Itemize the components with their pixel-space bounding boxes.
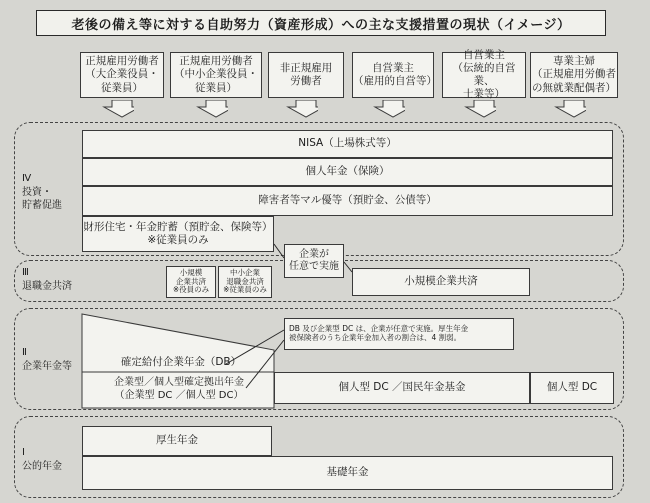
header-line: 士業等） xyxy=(463,88,505,101)
db-dc-note-box: DB 及び企業型 DC は、企業が任意で実施。厚生年金 被保険者のうち企業年金加入者の割合は、4 割弱。 xyxy=(284,318,514,350)
header-line: 従業員） xyxy=(195,81,237,94)
header-line: 正規雇用労働者 xyxy=(85,55,159,68)
header-line: （正規雇用労働者 xyxy=(532,68,616,81)
kiso-nenkin-box: 基礎年金 xyxy=(82,456,613,490)
header-line: （大企業役員・ xyxy=(85,68,159,81)
section-title: 退職金共済 xyxy=(22,280,72,292)
chusho-taishokukin-box: 中小企業 退職金共済 ※従業員のみ xyxy=(218,266,272,298)
ideco-box: 個人型 DC xyxy=(530,372,614,404)
dc-corporate-label: 企業型／個人型確定拠出年金 （企業型 DC ／個人型 DC） xyxy=(114,377,244,401)
header-line: の無就業配偶者） xyxy=(532,81,616,94)
section-numeral: Ⅳ xyxy=(22,173,32,184)
section-title: 投資・ 貯蓄促進 xyxy=(22,186,62,211)
header-line: 自営業主 xyxy=(463,48,505,61)
shokibo-kyosai-box: 小規模企業共済 xyxy=(352,268,530,296)
db-label: 確定給付企業年金（DB） xyxy=(120,356,242,368)
header-line: 従業員） xyxy=(101,81,143,94)
section-numeral: Ⅲ xyxy=(22,267,29,278)
diagram-title: 老後の備え等に対する自助努力（資産形成）への主な支援措置の現状（イメージ） xyxy=(36,10,606,36)
nisa-box: NISA（上場株式等） xyxy=(82,130,613,158)
section-numeral: Ⅰ xyxy=(22,447,25,458)
ideco-kokumin-box: 個人型 DC ／国民年金基金 xyxy=(274,372,530,404)
header-line: （中小企業役員・ xyxy=(174,68,258,81)
zaikei-text: 財形住宅・年金貯蓄（預貯金、保険等） xyxy=(83,220,273,233)
header-line: 正規雇用労働者 xyxy=(179,55,253,68)
kojin-nenkin-box: 個人年金（保険） xyxy=(82,158,613,186)
section-title: 企業年金等 xyxy=(22,360,72,372)
section-title: 公的年金 xyxy=(22,460,62,472)
nini-jisshi-box: 企業が 任意で実施 xyxy=(284,244,344,278)
header-line: 労働者 xyxy=(290,75,322,87)
nini-callout-line xyxy=(274,244,284,258)
header-line: 自営業主 xyxy=(372,61,414,74)
zaikei-note: ※従業員のみ xyxy=(147,234,209,246)
header-line: 専業主婦 xyxy=(553,55,595,68)
nini-callout-line-2 xyxy=(344,262,352,272)
shogaisha-maruyu-box: 障害者等マル優等（預貯金、公債等） xyxy=(82,186,613,216)
section-numeral: Ⅱ xyxy=(22,347,27,358)
kosei-nenkin-box: 厚生年金 xyxy=(82,426,272,456)
header-line: 非正規雇用 xyxy=(279,61,333,74)
shokibo-kyosai-officer-box: 小規模 企業共済 ※役員のみ xyxy=(166,266,216,298)
header-line: （伝統的自営業、 xyxy=(452,61,516,87)
header-line: （雇用的自営等） xyxy=(353,75,437,87)
